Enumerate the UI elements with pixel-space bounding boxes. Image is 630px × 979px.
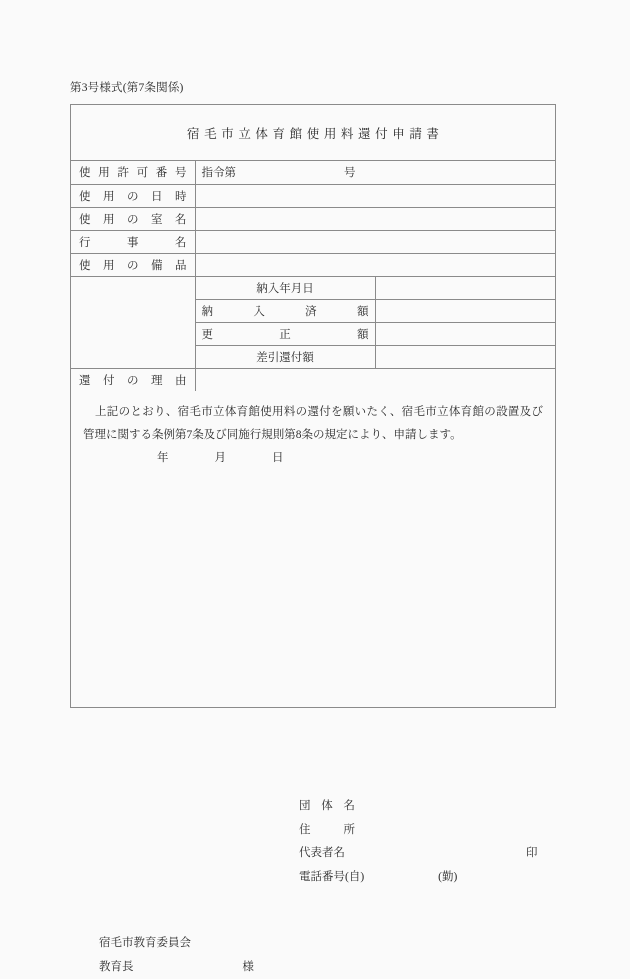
form-number-label: 第3号様式(第7条関係) — [70, 82, 184, 94]
field-label-room-name — [71, 207, 195, 230]
addressee-honorific: 様 — [242, 961, 254, 973]
field-label-paid-amount — [195, 299, 375, 322]
field-value-payment-date[interactable] — [375, 276, 555, 299]
representative-label: 代表者名 — [299, 847, 345, 859]
field-value-permit-number[interactable] — [195, 161, 555, 184]
order-prefix-text: 指令第 — [201, 167, 236, 180]
addressee-title: 教育長 — [99, 961, 134, 973]
phone-label: 電話番号(自) — [299, 870, 365, 883]
field-label-use-datetime — [71, 184, 195, 207]
statement-block — [71, 391, 555, 470]
addressee-block — [99, 931, 254, 979]
applicant-row-address — [299, 819, 457, 843]
label-text: 納入済額 — [201, 305, 369, 318]
field-label-refund-reason — [71, 368, 195, 391]
label-text: 使用許可番号 — [79, 167, 187, 180]
label-text: 納入年月日 — [256, 282, 314, 295]
form-fields-table — [71, 161, 555, 391]
field-value-room-name[interactable] — [195, 207, 555, 230]
table-row-refund-reason — [71, 368, 555, 391]
addressee-organization: 宿毛市教育委員会 — [99, 937, 191, 949]
label-text: 還付の理由 — [79, 374, 187, 387]
field-value-correction-amount[interactable] — [375, 322, 555, 345]
seal-mark: 印 — [526, 847, 538, 859]
table-row-event-name — [71, 230, 555, 253]
form-title: 宿毛市立体育館使用料還付申請書 — [187, 126, 444, 141]
field-value-paid-amount[interactable] — [375, 299, 555, 322]
field-label-payment-date — [195, 276, 375, 299]
field-label-correction-amount — [195, 322, 375, 345]
table-row-payment-date — [71, 276, 555, 299]
field-value-refund-amount[interactable] — [375, 345, 555, 368]
field-label-equipment — [71, 253, 195, 276]
label-text: 差引還付額 — [256, 351, 314, 364]
table-row-room-name — [71, 207, 555, 230]
label-text: 行事名 — [79, 236, 187, 249]
form-frame — [70, 104, 556, 973]
label-text: 更正額 — [201, 328, 369, 341]
applicant-row-phone — [299, 866, 457, 890]
group-name-label: 団体名 — [299, 800, 355, 812]
field-label-refund-amount — [195, 345, 375, 368]
field-label-event-name — [71, 230, 195, 253]
label-text: 使用の日時 — [79, 190, 187, 203]
statement-text: 上記のとおり、宿毛市立体育館使用料の還付を願いたく、宿毛市立体育館の設置及び管理に関する条例第7条及び同施行規則第8条の規定により、申請します。 — [83, 406, 543, 441]
order-suffix-text: 号 — [344, 167, 356, 180]
form-body-area — [71, 391, 555, 973]
field-value-event-name[interactable] — [195, 230, 555, 253]
label-text: 使用の室名 — [79, 213, 187, 226]
date-line[interactable]: 年 月 日 — [157, 452, 284, 464]
table-row-use-datetime — [71, 184, 555, 207]
table-row-equipment — [71, 253, 555, 276]
table-row-permit-number — [71, 161, 555, 184]
field-value-use-datetime[interactable] — [195, 184, 555, 207]
work-phone-label: (勤) — [438, 870, 458, 883]
applicant-row-group-name — [299, 795, 457, 819]
field-value-equipment[interactable] — [195, 253, 555, 276]
applicant-row-representative — [299, 842, 457, 866]
addressee-title-row — [99, 955, 254, 979]
payment-group-blank-cell — [71, 276, 195, 368]
field-label-permit-number — [71, 161, 195, 184]
address-label: 住所 — [299, 823, 355, 836]
form-title-band — [71, 105, 555, 161]
label-text: 使用の備品 — [79, 259, 187, 272]
field-value-refund-reason[interactable] — [195, 368, 555, 391]
applicant-block — [299, 795, 538, 889]
